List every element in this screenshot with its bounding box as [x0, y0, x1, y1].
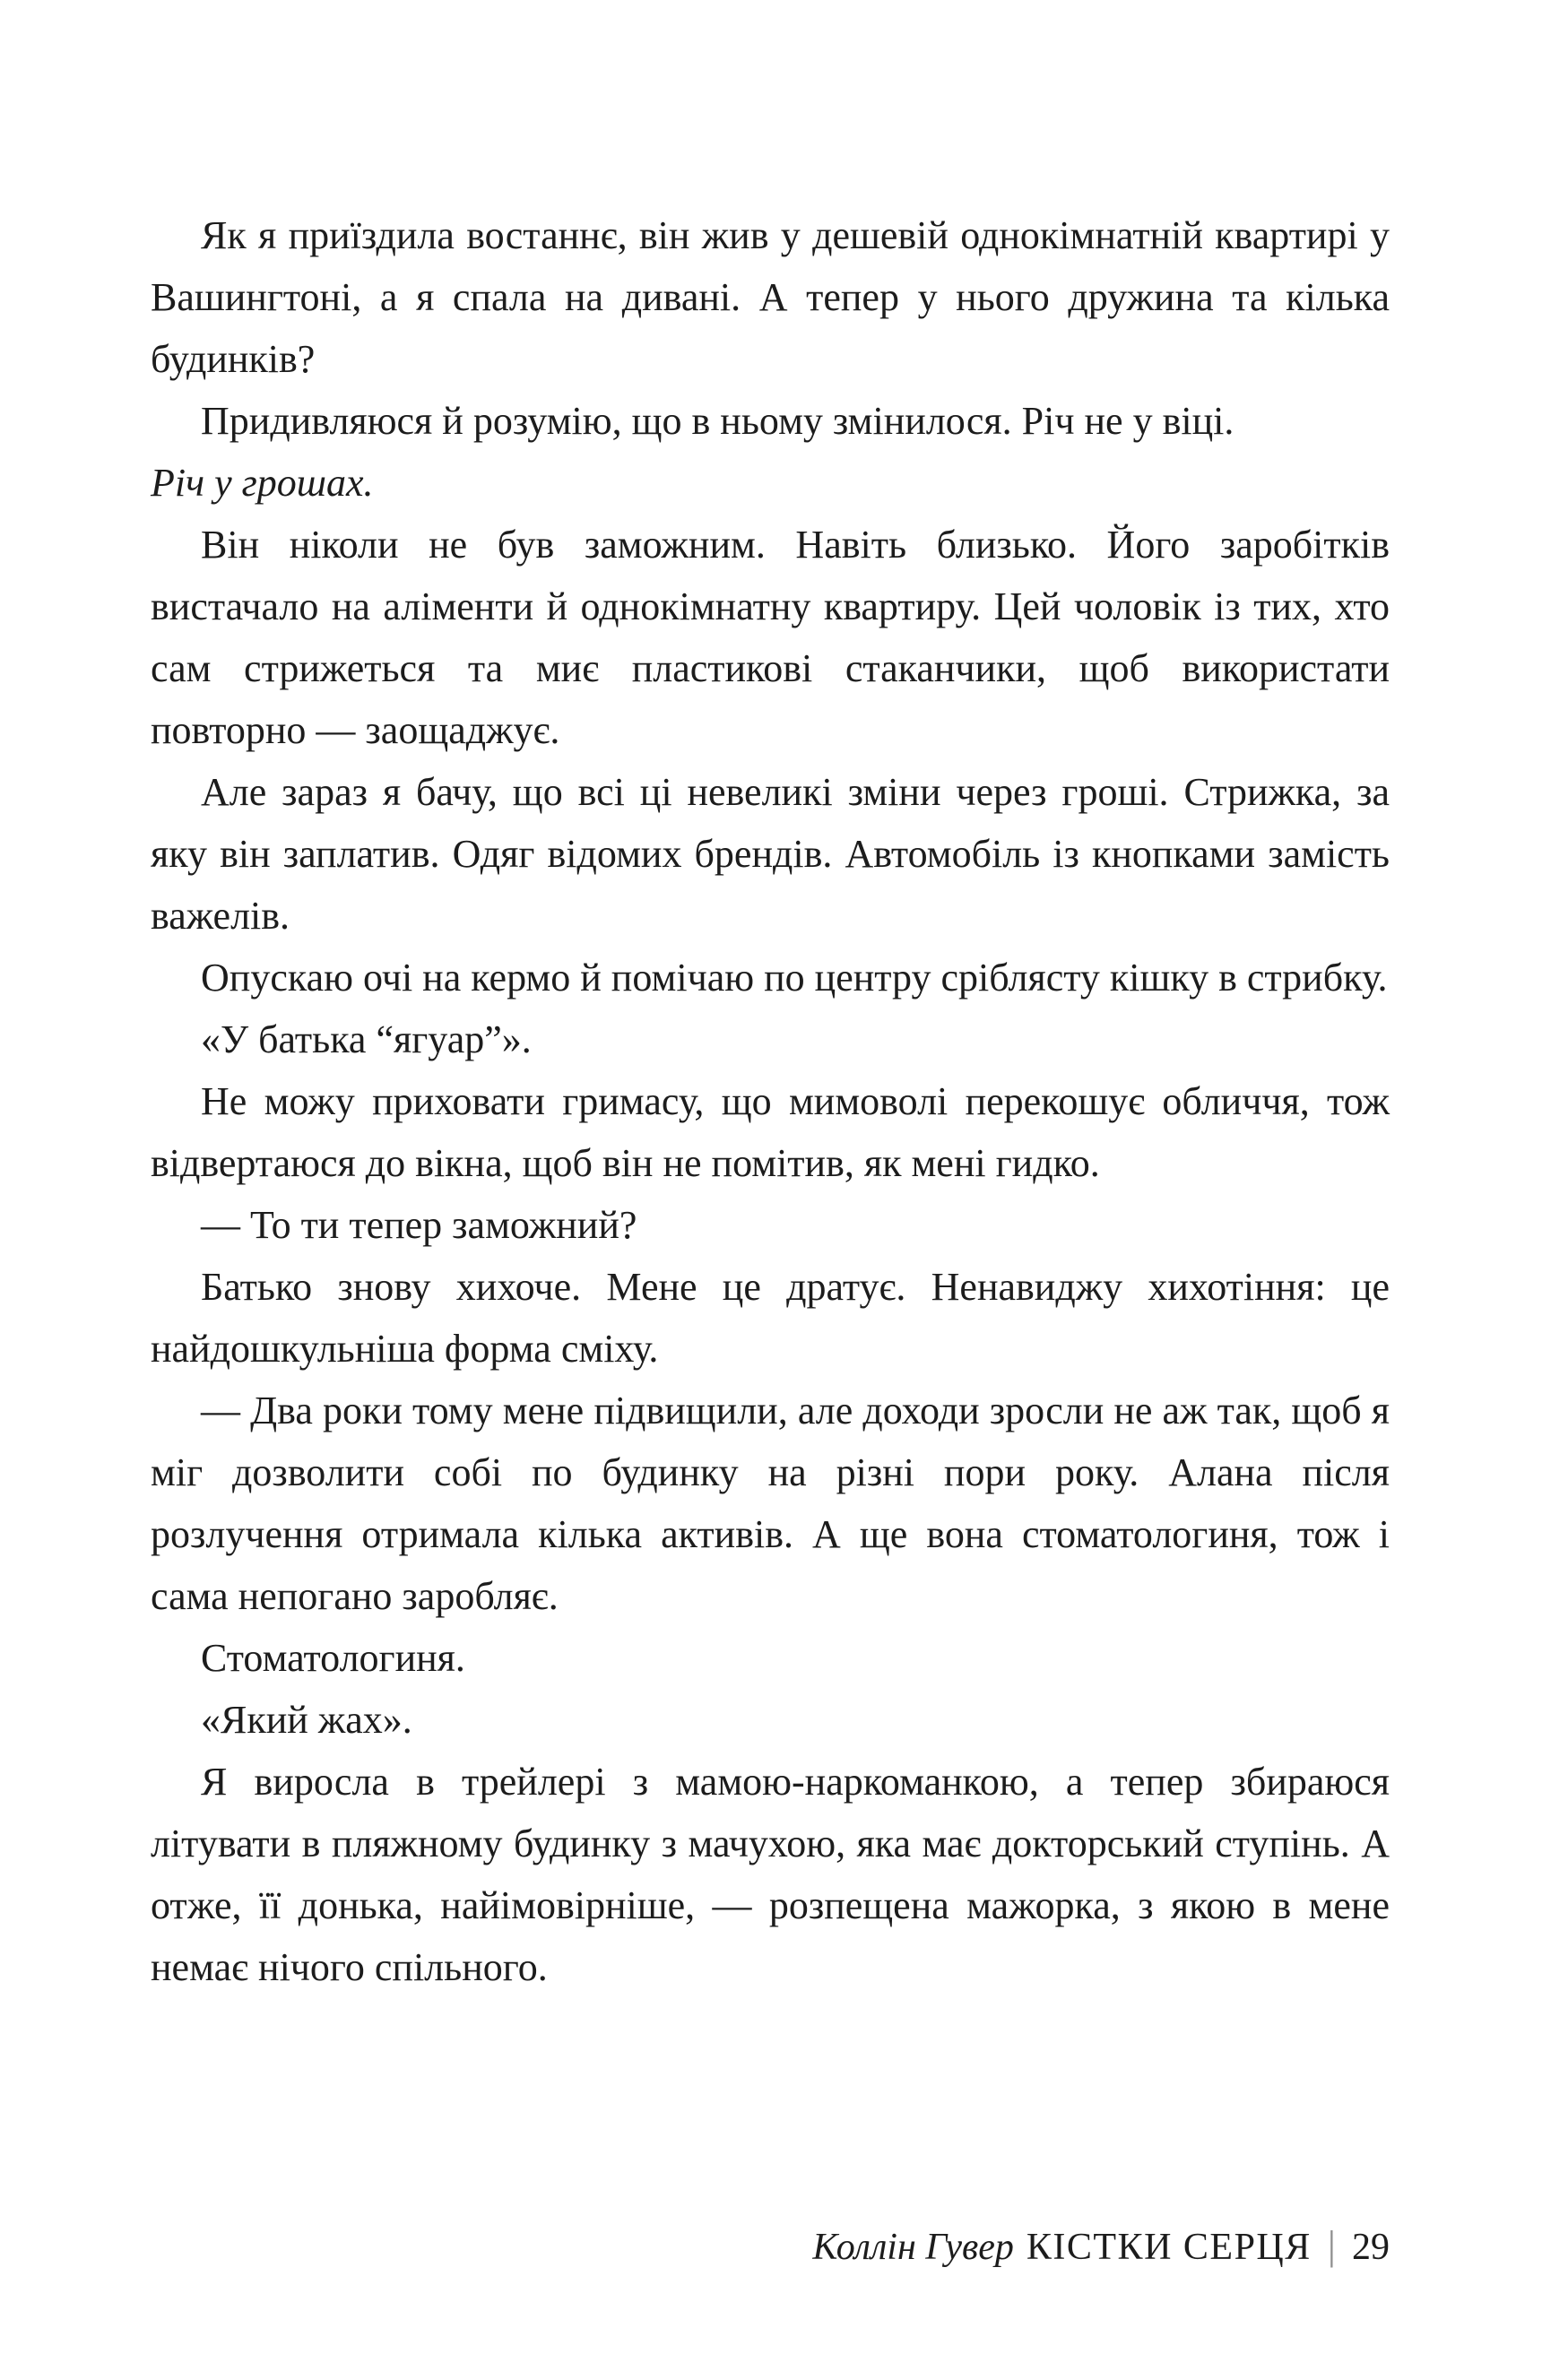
paragraph: Опускаю очі на кермо й помічаю по центру сріблясту кішку в стрибку.: [201, 956, 1388, 1000]
paragraph: Але зараз я бачу, що всі ці невеликі зміни через гроші. Стрижка, за яку він заплатив. Одяг відомих брендів. Автомобіль із кнопками замість важелів.: [151, 770, 1390, 938]
paragraph: Не можу приховати гримасу, що мимоволі перекошує обличчя, тож відвертаюся до вікна, щоб він не помітив, як мені гидко.: [151, 1079, 1390, 1185]
paragraph-dialogue: — Два роки тому мене підвищили, але доходи зросли не аж так, щоб я міг дозволити собі по будинку на різні пори року. Алана після розлучення отримала кілька активів. А ще вона стоматологиня, тож і сама непогано заробляє.: [151, 1389, 1390, 1618]
page-number: 29: [1352, 2227, 1390, 2268]
page-text-block: [151, 204, 1390, 1998]
paragraph: Батько знову хихоче. Мене це дратує. Ненавиджу хихотіння: це найдошкульніша форма сміху.: [151, 1265, 1390, 1371]
paragraph-quote: «У батька “ягуар”».: [201, 1017, 532, 1061]
paragraph-emphasis: Річ у грошах.: [151, 461, 374, 505]
paragraph-dialogue: — То ти тепер заможний?: [201, 1203, 637, 1247]
paragraph: Придивляюся й розумію, що в ньому змінилося. Річ не у віці.: [201, 399, 1234, 443]
paragraph: Як я приїздила востаннє, він жив у дешевій однокімнатній квартирі у Вашингтоні, а я спала на дивані. А тепер у нього дружина та кілька будинків?: [151, 213, 1390, 381]
page-footer: [812, 2218, 1390, 2275]
footer-divider: |: [1327, 2222, 1336, 2268]
footer-author: Коллін Гувер: [812, 2227, 1014, 2268]
paragraph: Я виросла в трейлері з мамою-наркоманкою, а тепер збираюся літувати в пляжному будинку з мачухою, яка має докторський ступінь. А отже, її донька, найімовірніше, — розпещена мажорка, з якою в мене немає нічого спільного.: [151, 1760, 1390, 1989]
paragraph: Стоматологиня.: [201, 1636, 465, 1680]
paragraph: Він ніколи не був заможним. Навіть близько. Його заробітків вистачало на аліменти й однокімнатну квартиру. Цей чоловік із тих, хто сам стрижеться та миє пластикові стаканчики, щоб використати повторно — заощаджує.: [151, 523, 1390, 752]
footer-book-title: КІСТКИ СЕРЦЯ: [1026, 2227, 1312, 2268]
paragraph-quote: «Який жах».: [201, 1698, 412, 1742]
